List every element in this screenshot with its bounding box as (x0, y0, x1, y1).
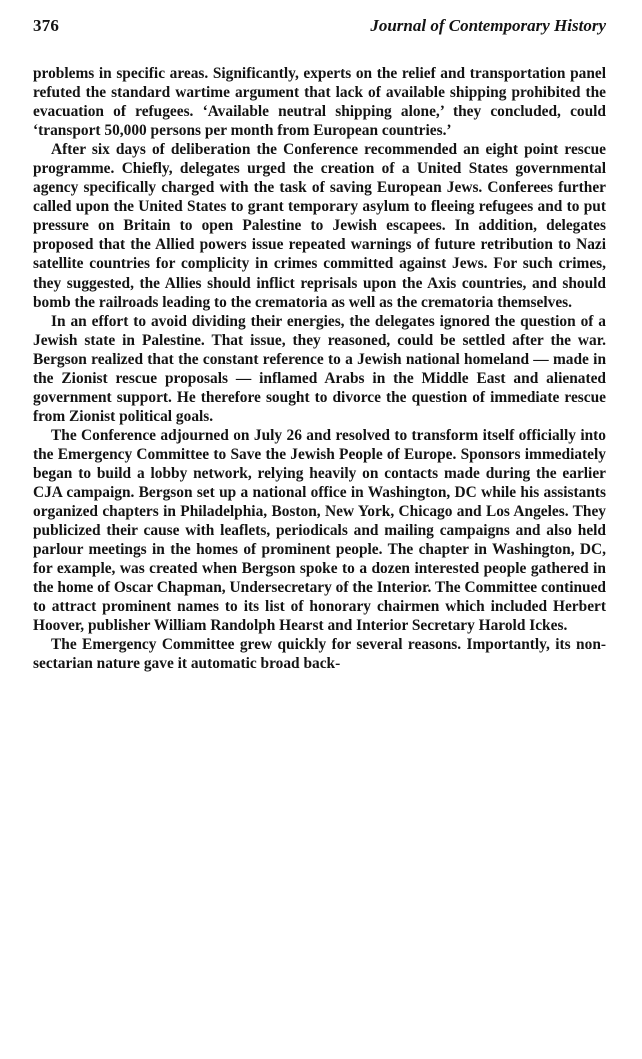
paragraph-rescue-programme: After six days of deliberation the Conference recommended an eight point rescue programme. Chiefly, delegates urged the creation of a United States governmental agency specifically charged with the task of saving European Jews. Conferees further called upon the United States to grant temporary asylum to fleeing refugees and to put pressure on Britain to open Palestine to Jewish escapees. In addition, delegates proposed that the Allied powers issue repeated warnings of future retribution to Nazi satellite countries for complicity in crimes committed against Jews. For such crimes, they suggested, the Allies should inflict reprisals upon the Axis countries, and should bomb the railroads leading to the crematoria as well as the crematoria themselves. (33, 141, 606, 311)
journal-title: Journal of Contemporary History (370, 16, 606, 35)
page-number: 376 (33, 16, 60, 35)
article-body (33, 64, 606, 674)
page-header (33, 16, 606, 42)
paragraph-emergency-committee: The Conference adjourned on July 26 and resolved to transform itself officially into the Emergency Committee to Save the Jewish People of Europe. Sponsors immediately began to build a lobby network, relying heavily on contacts made during the earlier CJA campaign. Bergson set up a national office in Washington, DC while his assistants organized chapters in Philadelphia, Boston, New York, Chicago and Los Angeles. They publicized their cause with leaflets, periodicals and mailing campaigns and also held parlour meetings in the homes of prominent people. The chapter in Washington, DC, for example, was created when Bergson spoke to a dozen interested people gathered in the home of Oscar Chapman, Undersecretary of the Interior. The Committee continued to attract prominent names to its list of honorary chairmen which included Herbert Hoover, publisher William Randolph Hearst and Interior Secretary Harold Ickes. (33, 426, 606, 635)
paragraph-continued: problems in specific areas. Significantly, experts on the relief and transportation panel refuted the standard wartime argument that lack of available shipping prohibited the evacuation of refugees. ‘Available neutral shipping alone,’ they concluded, could ‘transport 50,000 persons per month from European countries.’ (33, 65, 606, 140)
paragraph-jewish-state: In an effort to avoid dividing their energies, the delegates ignored the question of a Jewish state in Palestine. That issue, they reasoned, could be settled after the war. Bergson realized that the constant reference to a Jewish national homeland — made in the Zionist rescue proposals — inflamed Arabs in the Middle East and alienated government support. He therefore sought to divorce the question of immediate rescue from Zionist political goals. (33, 312, 606, 425)
paragraph-committee-growth: The Emergency Committee grew quickly for several reasons. Importantly, its non-sectarian nature gave it automatic broad back- (33, 636, 606, 673)
